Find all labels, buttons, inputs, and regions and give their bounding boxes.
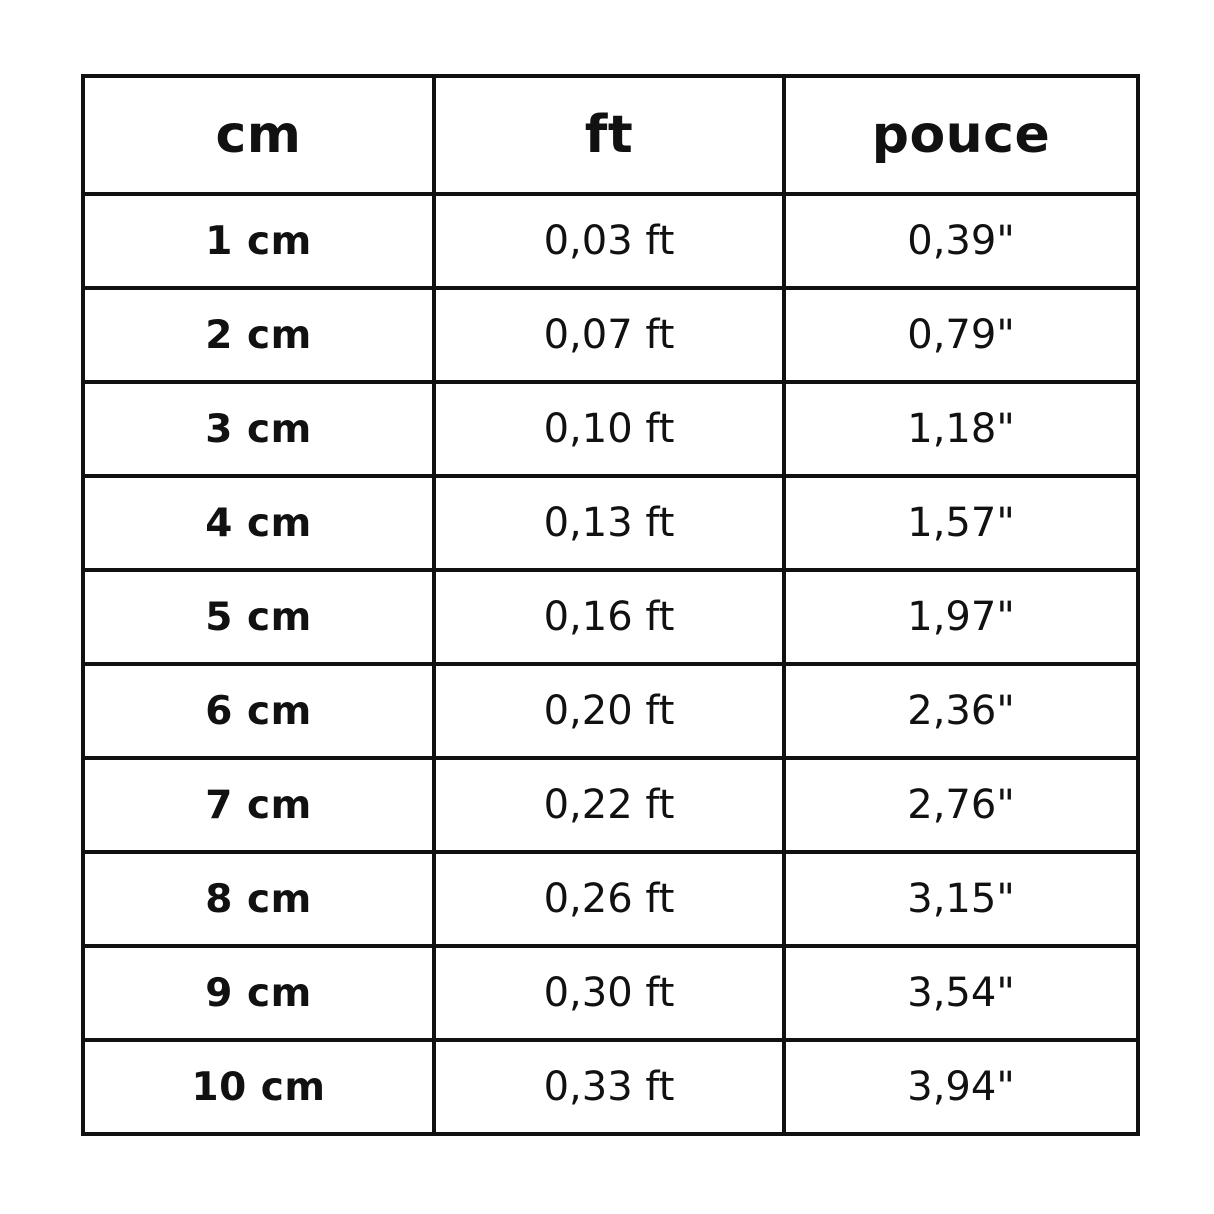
table-row: [83, 288, 1138, 382]
cell-ft: 0,03 ft: [434, 194, 784, 288]
cell-pouce: 1,57": [784, 476, 1138, 570]
cell-ft: 0,10 ft: [434, 382, 784, 476]
header-cell-ft: ft: [434, 76, 784, 194]
conversion-table: [81, 74, 1140, 1136]
table-row: [83, 758, 1138, 852]
cell-cm: 6 cm: [83, 664, 434, 758]
cell-pouce: 1,97": [784, 570, 1138, 664]
cell-ft: 0,07 ft: [434, 288, 784, 382]
cell-ft: 0,20 ft: [434, 664, 784, 758]
cell-ft: 0,26 ft: [434, 852, 784, 946]
table-row: [83, 194, 1138, 288]
cell-ft: 0,30 ft: [434, 946, 784, 1040]
cell-cm: 3 cm: [83, 382, 434, 476]
header-row: [83, 76, 1138, 194]
cell-pouce: 2,76": [784, 758, 1138, 852]
table-row: [83, 1040, 1138, 1134]
cell-ft: 0,13 ft: [434, 476, 784, 570]
cell-pouce: 3,54": [784, 946, 1138, 1040]
cell-pouce: 3,15": [784, 852, 1138, 946]
cell-pouce: 0,39": [784, 194, 1138, 288]
cell-cm: 10 cm: [83, 1040, 434, 1134]
table-row: [83, 852, 1138, 946]
cell-pouce: 3,94": [784, 1040, 1138, 1134]
cell-pouce: 0,79": [784, 288, 1138, 382]
cell-cm: 7 cm: [83, 758, 434, 852]
table-row: [83, 382, 1138, 476]
cell-cm: 9 cm: [83, 946, 434, 1040]
header-cell-cm: cm: [83, 76, 434, 194]
cell-ft: 0,33 ft: [434, 1040, 784, 1134]
cell-cm: 4 cm: [83, 476, 434, 570]
table-row: [83, 946, 1138, 1040]
cell-pouce: 2,36": [784, 664, 1138, 758]
cell-cm: 5 cm: [83, 570, 434, 664]
header-cell-pouce: pouce: [784, 76, 1138, 194]
table-row: [83, 664, 1138, 758]
table-row: [83, 476, 1138, 570]
cell-ft: 0,16 ft: [434, 570, 784, 664]
cell-ft: 0,22 ft: [434, 758, 784, 852]
cell-cm: 1 cm: [83, 194, 434, 288]
cell-pouce: 1,18": [784, 382, 1138, 476]
cell-cm: 2 cm: [83, 288, 434, 382]
table-row: [83, 570, 1138, 664]
cell-cm: 8 cm: [83, 852, 434, 946]
